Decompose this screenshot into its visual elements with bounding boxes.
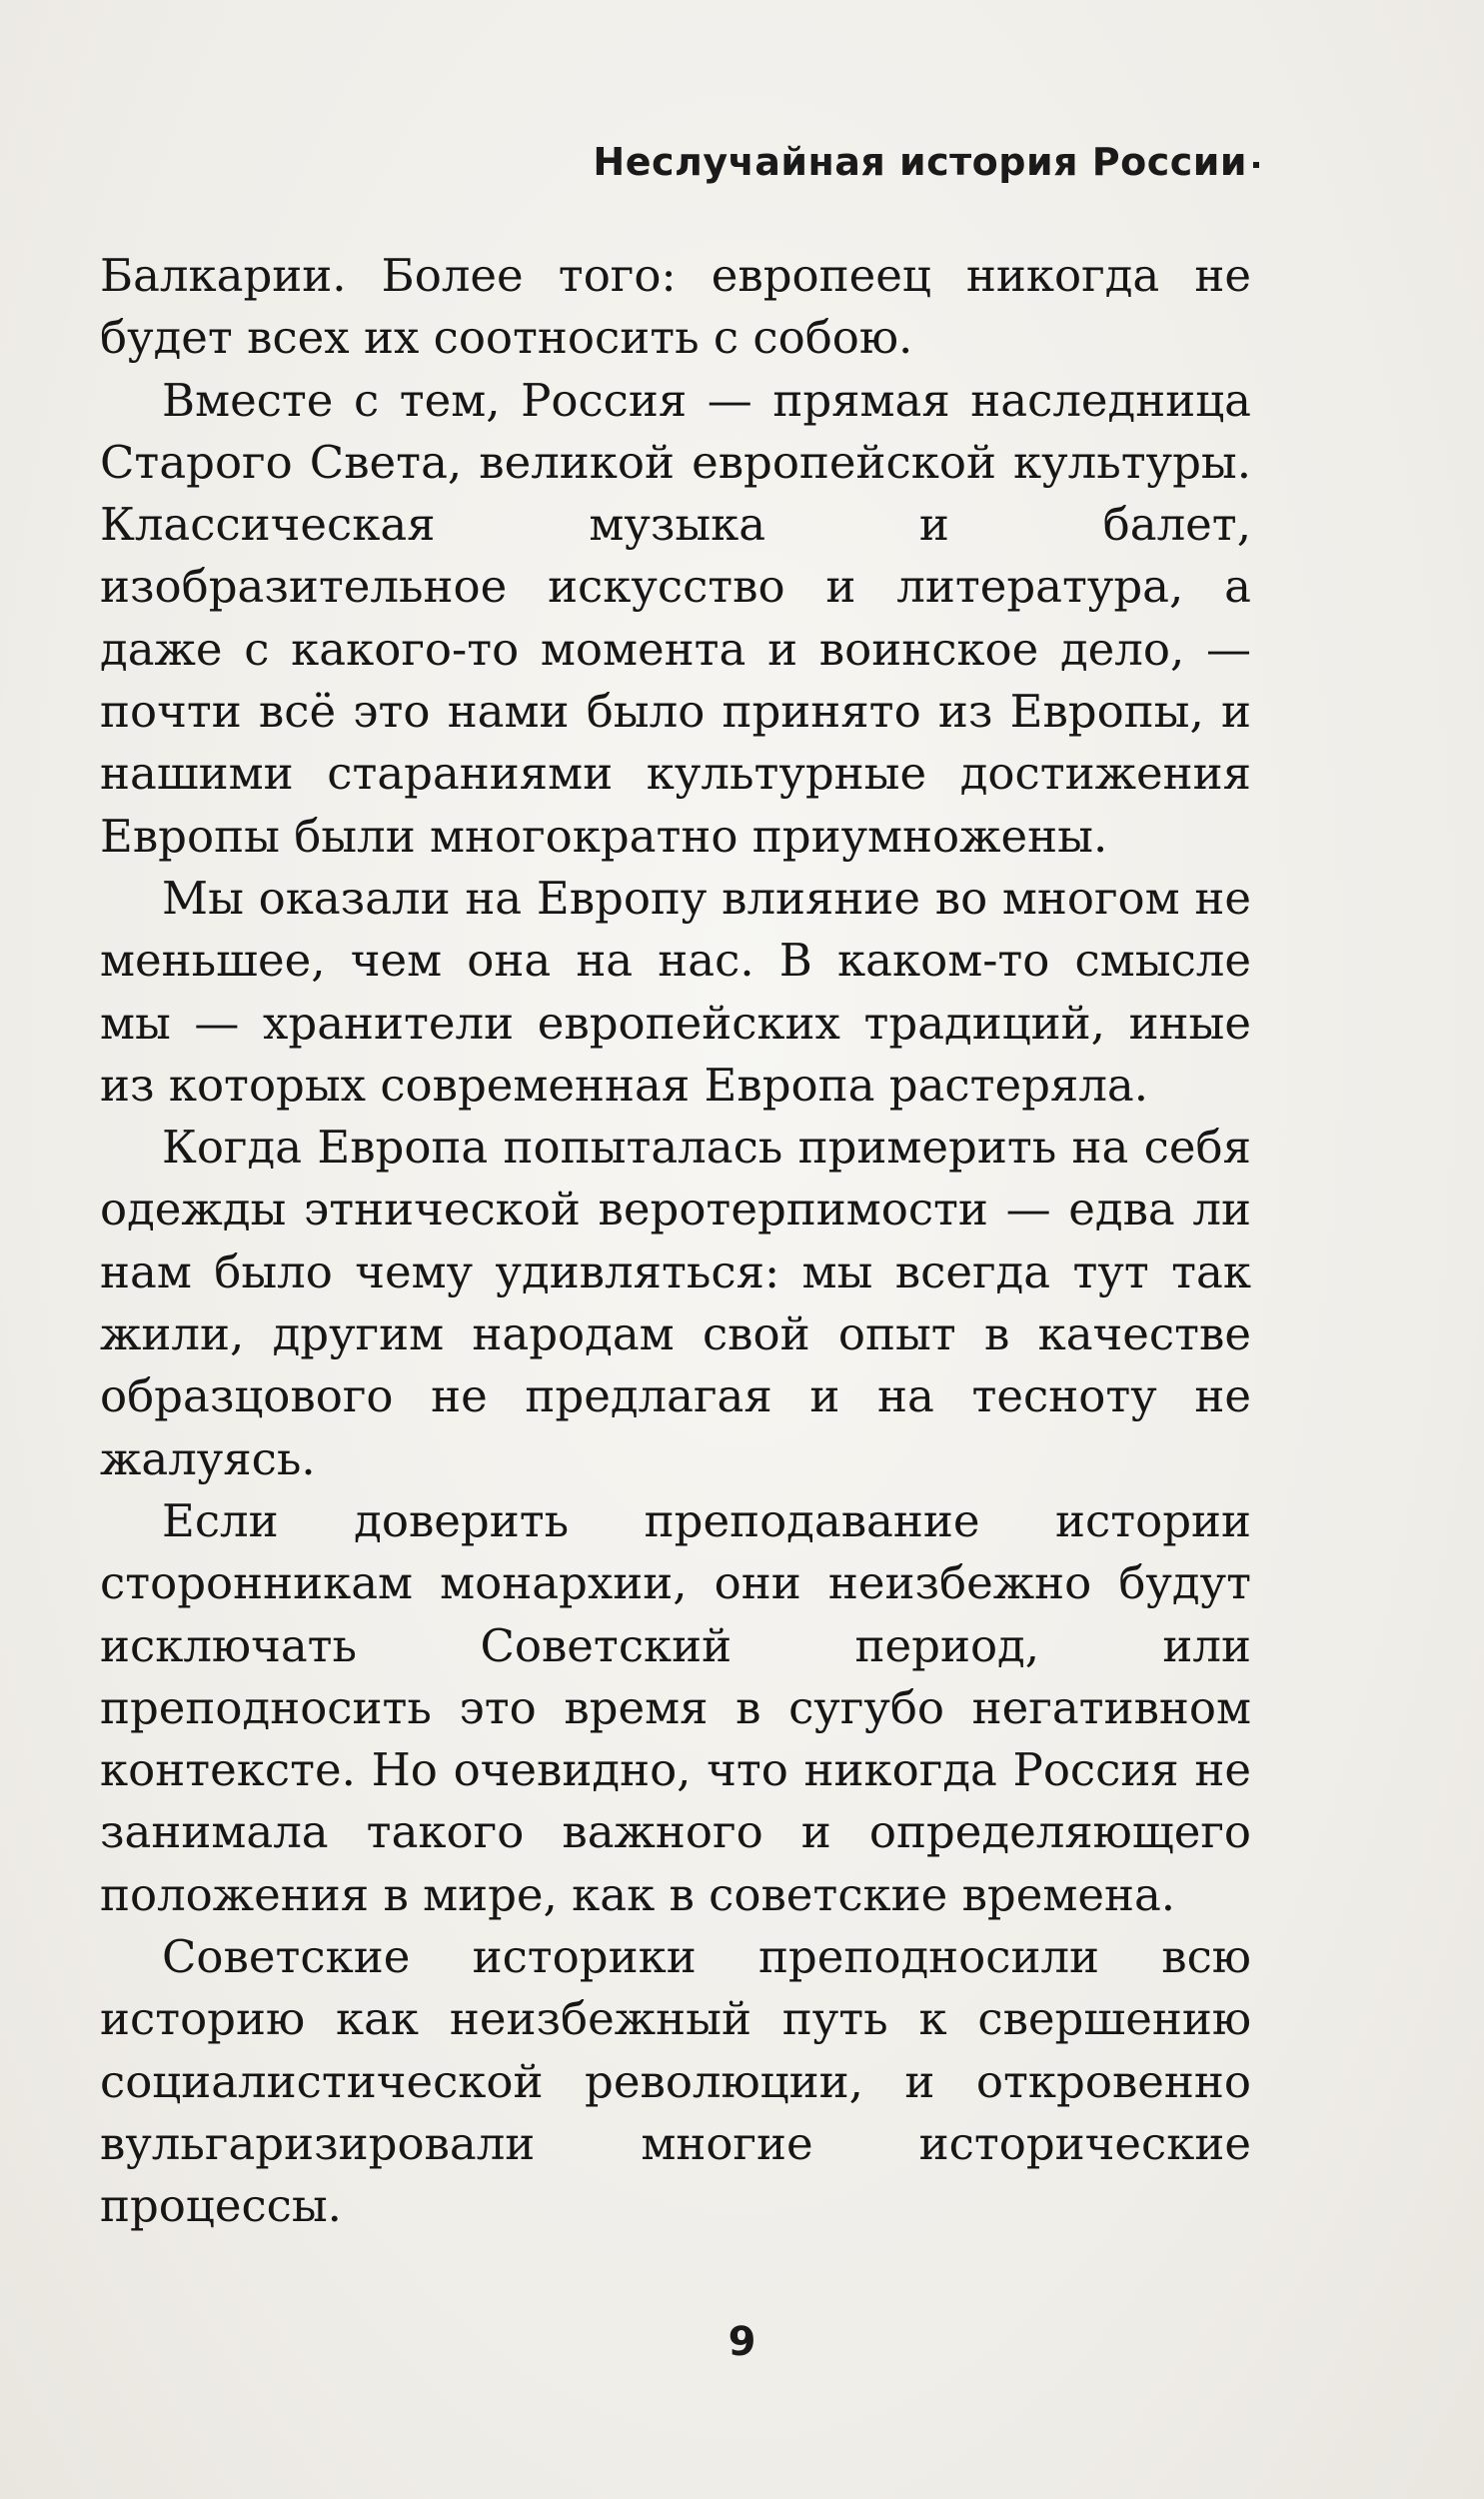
paragraph-6: Советские историки преподносили всю историю как неизбежный путь к свершению социалистической революции, и откровенно вульгаризировали многие исторические процессы. xyxy=(100,1930,1251,2233)
paragraph-1: Балкарии. Более того: европеец никогда не будет всех их соотносить с собою. xyxy=(100,249,1251,365)
paragraph-3: Мы оказали на Европу влияние во многом не меньшее, чем она на нас. В каком-то смысле мы — хранители европейских традиций, иные из которых современная Европа растеряла. xyxy=(100,871,1251,1112)
paragraph-4: Когда Европа попыталась примерить на себя одежды этнической веротерпимости — едва ли нам было чему удивляться: мы всегда тут так жили, другим народам свой опыт в качестве образцового не предлагая и на тесноту не жалуясь. xyxy=(100,1121,1251,1485)
running-head-dot xyxy=(1253,162,1259,168)
page-number: 9 xyxy=(728,2319,756,2365)
running-head xyxy=(593,140,1259,184)
body-text xyxy=(100,245,1251,2238)
paragraph-5: Если доверить преподавание истории сторонникам монархии, они неизбежно будут исключать Советский период, или преподносить это время в сугубо негативном контексте. Но очевидно, что никогда Россия не занимала такого важного и определяющего положения в мире, как в советские времена. xyxy=(100,1493,1251,1921)
running-head-text: Неслучайная история России xyxy=(593,140,1247,184)
paragraph-2: Вместе с тем, Россия — прямая наследница Старого Света, великой европейской культуры. Классическая музыка и балет, изобразительное искусство и литература, а даже с какого-то момента и воинское дело, — почти всё это нами было принято из Европы, и нашими стараниями культурные достижения Европы были многократно приумножены. xyxy=(100,373,1251,863)
